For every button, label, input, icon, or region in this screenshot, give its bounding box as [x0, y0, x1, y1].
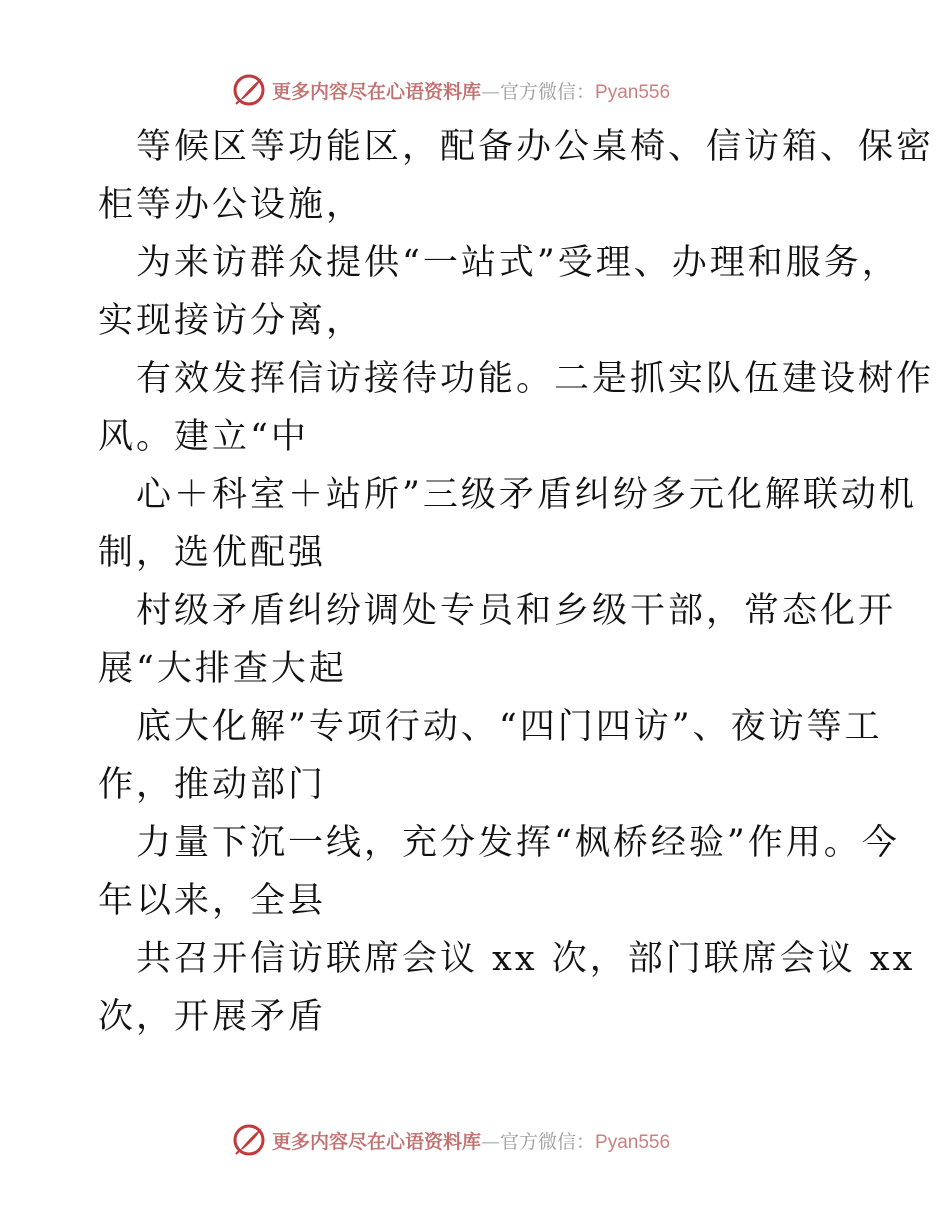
paragraph-2: [98, 234, 900, 350]
header-separator: —: [481, 80, 501, 103]
text-line: 共召开信访联席会议 xx 次，部门联席会议 xx: [136, 939, 916, 979]
feather-logo-icon: [232, 1123, 266, 1157]
footer-wechat-id: Pyan556: [595, 1131, 671, 1153]
header-wechat-label: 官方微信：: [500, 80, 596, 103]
text-line: 心＋科室＋站所”三级矛盾纠纷多元化解联动机: [136, 475, 917, 515]
footer-banner: [232, 1122, 670, 1158]
text-line: 风。建立“中: [98, 417, 309, 457]
document-body: [98, 118, 935, 1046]
header-text: [272, 77, 670, 104]
paragraph-3: [98, 350, 935, 466]
text-line: 村级矛盾纠纷调处专员和乡级干部，常态化开: [136, 591, 897, 631]
header-wechat-id: Pyan556: [595, 81, 671, 103]
paragraph-8: [98, 930, 916, 1046]
footer-wechat-label: 官方微信：: [500, 1130, 596, 1153]
paragraph-5: [98, 582, 897, 698]
paragraph-1: [98, 118, 935, 234]
header-site-name: 更多内容尽在心语资料库: [272, 80, 482, 103]
text-line: 力量下沉一线，充分发挥“枫桥经验”作用。今: [136, 823, 900, 863]
footer-site-name: 更多内容尽在心语资料库: [272, 1130, 482, 1153]
text-line: 作，推动部门: [98, 765, 327, 805]
paragraph-6: [98, 698, 883, 814]
text-line: 等候区等功能区，配备办公桌椅、信访箱、保密: [136, 127, 935, 167]
text-line: 年以来，全县: [98, 881, 327, 921]
footer-text: [272, 1127, 670, 1154]
feather-logo-icon: [232, 73, 266, 107]
text-line: 实现接访分离，: [98, 301, 365, 341]
paragraph-4: [98, 466, 917, 582]
text-line: 有效发挥信访接待功能。二是抓实队伍建设树作: [136, 359, 935, 399]
text-line: 次，开展矛盾: [98, 997, 327, 1037]
footer-separator: —: [481, 1130, 501, 1153]
text-line: 为来访群众提供“一站式”受理、办理和服务，: [136, 243, 900, 283]
text-line: 底大化解”专项行动、“四门四访”、夜访等工: [136, 707, 883, 747]
header-banner: [232, 72, 670, 108]
text-line: 展“大排查大起: [98, 649, 347, 689]
text-line: 制，选优配强: [98, 533, 327, 573]
text-line: 柜等办公设施，: [98, 185, 365, 225]
paragraph-7: [98, 814, 900, 930]
